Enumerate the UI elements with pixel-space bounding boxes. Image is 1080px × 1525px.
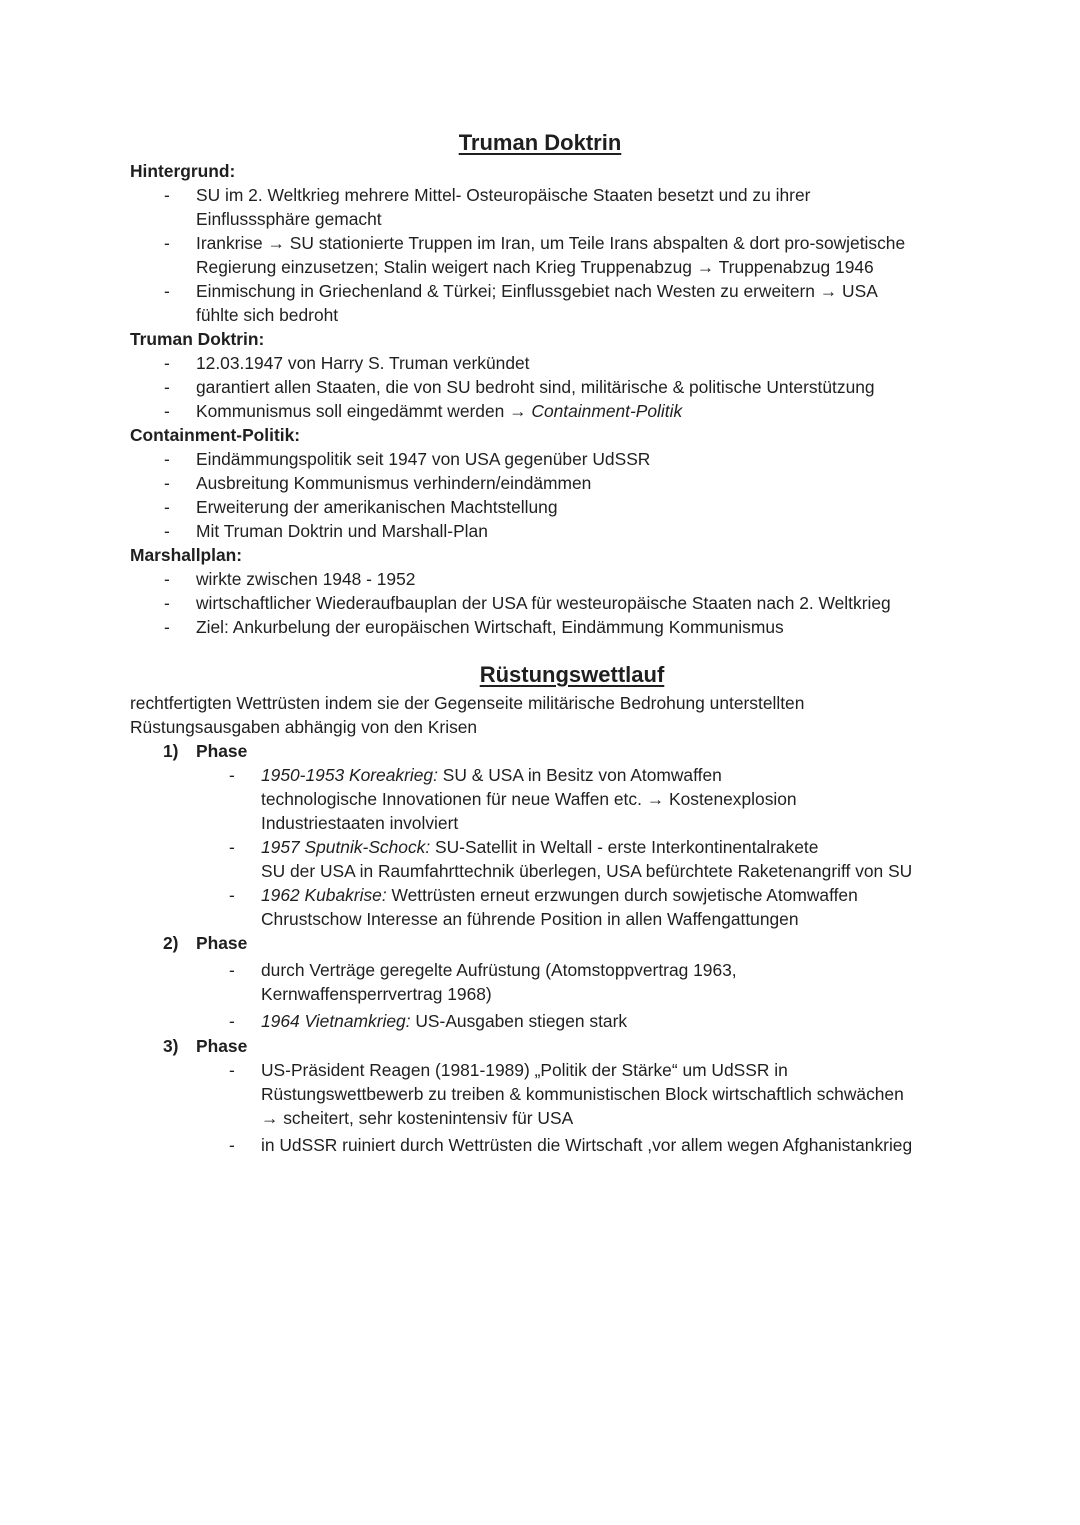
list-item-italic: 1957 Sputnik-Schock:: [261, 837, 431, 857]
phase-label: Phase: [196, 1036, 248, 1056]
section-title-truman-doktrin: Truman Doktrin: [458, 130, 622, 155]
bullet-dash: -: [164, 377, 170, 397]
list-item-line: Chrustschow Interesse an führende Position in allen Waffengattungen: [261, 909, 799, 929]
list-item-line: Einmischung in Griechenland & Türkei; Einflussgebiet nach Westen zu erweitern → USA: [196, 281, 878, 301]
list-item-text: SU-Satellit in Weltall - erste Interkontinentalrakete: [430, 837, 819, 857]
list-item: [261, 763, 722, 787]
list-item-line: → scheitert, sehr kostenintensiv für USA: [261, 1108, 574, 1128]
list-item: wirtschaftlicher Wiederaufbauplan der USA für westeuropäische Staaten nach 2. Weltkrieg: [196, 593, 891, 613]
list-item: [196, 399, 682, 423]
list-item-line: Regierung einzusetzen; Stalin weigert nach Krieg Truppenabzug → Truppenabzug 1946: [196, 257, 874, 277]
bullet-dash: -: [164, 521, 170, 541]
list-item-italic: 1964 Vietnamkrieg:: [261, 1011, 411, 1031]
list-item-text: Kommunismus soll eingedämmt werden →: [196, 401, 532, 421]
phase-label: Phase: [196, 741, 248, 761]
list-item: [261, 883, 858, 907]
list-item-line: SU der USA in Raumfahrttechnik überlegen, USA befürchtete Raketenangriff von SU: [261, 861, 913, 881]
list-item: [261, 1009, 627, 1033]
list-item: Erweiterung der amerikanischen Machtstellung: [196, 497, 558, 517]
list-item: [261, 835, 818, 859]
list-item: Ziel: Ankurbelung der europäischen Wirtschaft, Eindämmung Kommunismus: [196, 617, 784, 637]
bullet-dash: -: [164, 497, 170, 517]
bullet-dash: -: [164, 185, 170, 205]
heading-containment-politik: Containment-Politik:: [130, 425, 301, 445]
heading-hintergrund: Hintergrund:: [130, 161, 236, 181]
list-item: wirkte zwischen 1948 - 1952: [196, 569, 416, 589]
list-item-italic: 1962 Kubakrise:: [261, 885, 387, 905]
list-item-text: US-Ausgaben stiegen stark: [410, 1011, 628, 1031]
list-item: Mit Truman Doktrin und Marshall-Plan: [196, 521, 488, 541]
bullet-dash: -: [164, 593, 170, 613]
bullet-dash: -: [229, 885, 235, 905]
list-item-line: Einflusssphäre gemacht: [196, 209, 382, 229]
list-item: garantiert allen Staaten, die von SU bedroht sind, militärische & politische Unterstützung: [196, 377, 875, 397]
list-item-line: durch Verträge geregelte Aufrüstung (Atomstoppvertrag 1963,: [261, 960, 737, 980]
list-item-line: Irankrise → SU stationierte Truppen im Iran, um Teile Irans abspalten & dort pro-sowjetische: [196, 233, 906, 253]
list-item-line: US-Präsident Reagen (1981-1989) „Politik der Stärke“ um UdSSR in: [261, 1060, 788, 1080]
bullet-dash: -: [164, 569, 170, 589]
list-item-line: Rüstungswettbewerb zu treiben & kommunistischen Block wirtschaftlich schwächen: [261, 1084, 904, 1104]
section-title-ruestungswettlauf: Rüstungswettlauf: [479, 662, 665, 687]
bullet-dash: -: [229, 1060, 235, 1080]
bullet-dash: -: [229, 1135, 235, 1155]
phase-number: 3): [163, 1036, 179, 1056]
bullet-dash: -: [229, 765, 235, 785]
list-item: Eindämmungspolitik seit 1947 von USA gegenüber UdSSR: [196, 449, 651, 469]
heading-truman-doktrin: Truman Doktrin:: [130, 329, 265, 349]
bullet-dash: -: [164, 617, 170, 637]
bullet-dash: -: [229, 960, 235, 980]
bullet-dash: -: [229, 837, 235, 857]
list-item-line: SU im 2. Weltkrieg mehrere Mittel- Osteuropäische Staaten besetzt und zu ihrer: [196, 185, 811, 205]
list-item-line: technologische Innovationen für neue Waffen etc. → Kostenexplosion: [261, 789, 797, 809]
list-item: in UdSSR ruiniert durch Wettrüsten die Wirtschaft ,vor allem wegen Afghanistankrieg: [261, 1135, 913, 1155]
list-item-text: SU & USA in Besitz von Atomwaffen: [437, 765, 722, 785]
list-item-text: Wettrüsten erneut erzwungen durch sowjetische Atomwaffen: [386, 885, 858, 905]
phase-label: Phase: [196, 933, 248, 953]
bullet-dash: -: [164, 281, 170, 301]
intro-line: Rüstungsausgaben abhängig von den Krisen: [130, 717, 478, 737]
bullet-dash: -: [164, 353, 170, 373]
list-item-line: Kernwaffensperrvertrag 1968): [261, 984, 492, 1004]
bullet-dash: -: [164, 401, 170, 421]
list-item-italic: 1950-1953 Koreakrieg:: [261, 765, 438, 785]
bullet-dash: -: [164, 233, 170, 253]
intro-line: rechtfertigten Wettrüsten indem sie der Gegenseite militärische Bedrohung unterstellten: [130, 693, 805, 713]
list-item: 12.03.1947 von Harry S. Truman verkündet: [196, 353, 530, 373]
list-item: Ausbreitung Kommunismus verhindern/eindämmen: [196, 473, 592, 493]
phase-number: 2): [163, 933, 179, 953]
list-item-line: fühlte sich bedroht: [196, 305, 339, 325]
bullet-dash: -: [229, 1011, 235, 1031]
phase-number: 1): [163, 741, 179, 761]
list-item-line: Industriestaaten involviert: [261, 813, 459, 833]
bullet-dash: -: [164, 473, 170, 493]
bullet-dash: -: [164, 449, 170, 469]
list-item-italic: Containment-Politik: [531, 401, 683, 421]
heading-marshallplan: Marshallplan:: [130, 545, 243, 565]
